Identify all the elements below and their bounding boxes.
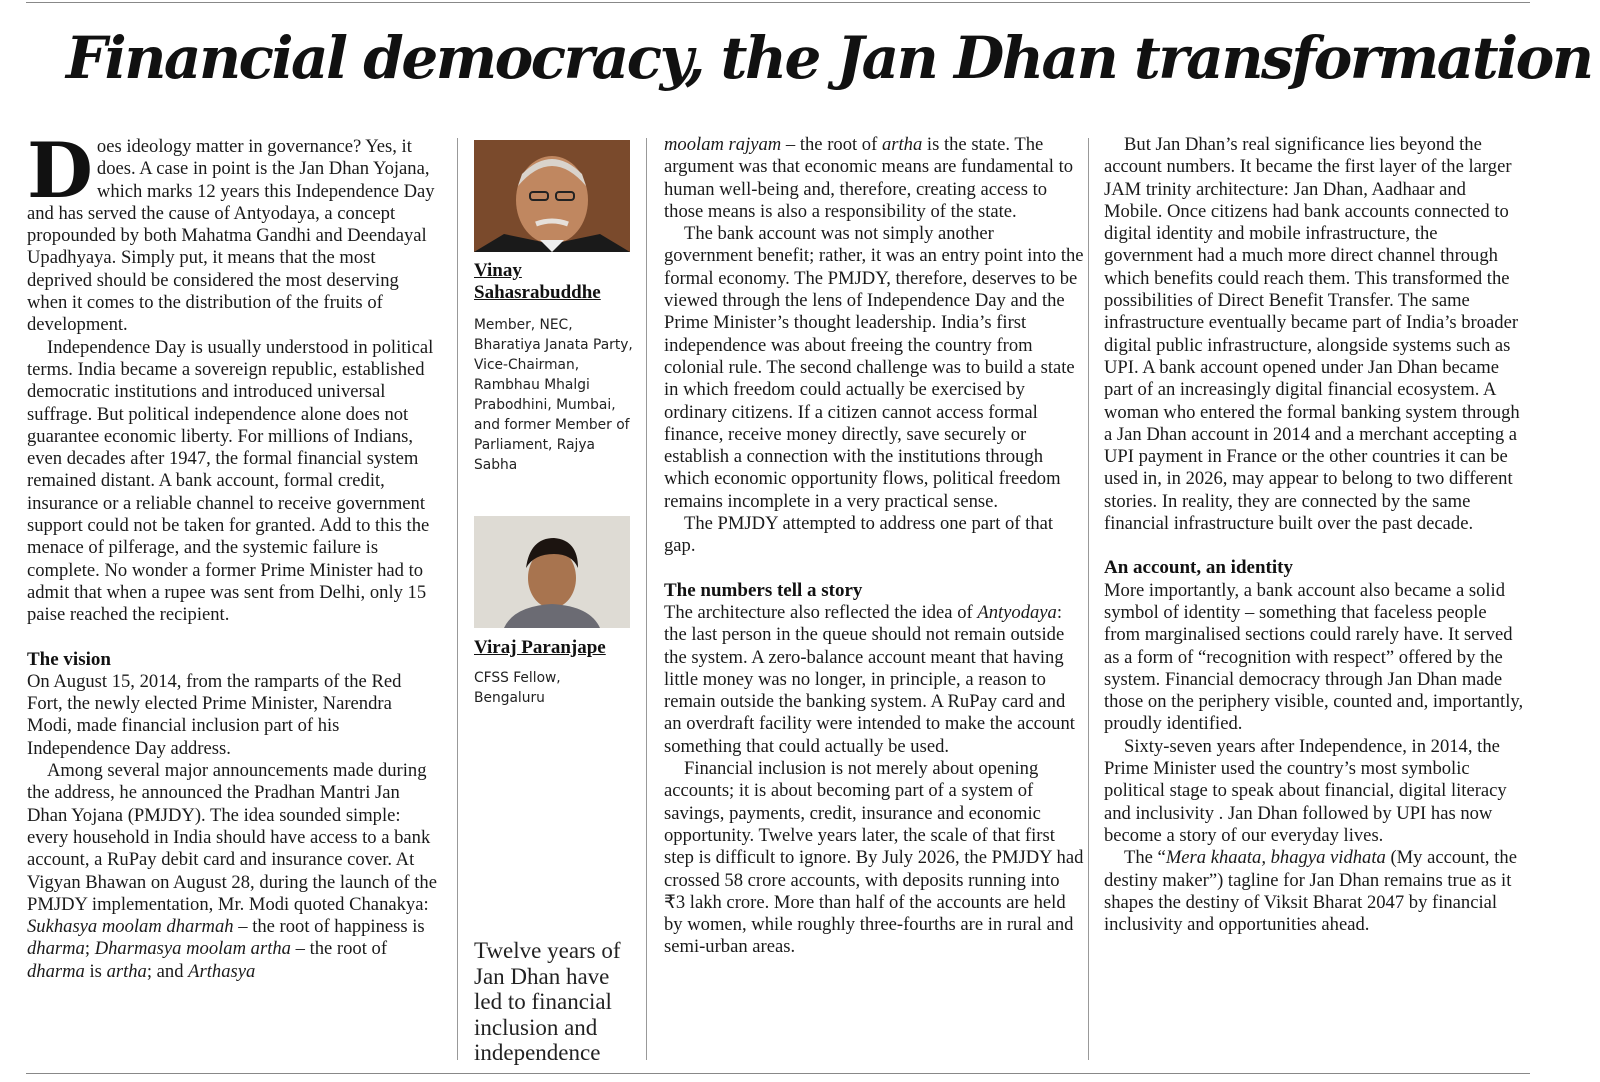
author-photo-viraj — [474, 516, 630, 628]
bottom-rule — [26, 1073, 1530, 1074]
column-divider — [1088, 138, 1089, 1060]
paragraph: Financial inclusion is not merely about opening accounts; it is about becoming part of a system of savings, payments, credit, insurance and economic opportunity. Twelve years later, the scale of that first step is difficult to ignore. By July 2026, the PMJDY had crossed 58 crore accounts, with deposits running into ₹3 lakh crore. More than half of the accounts are held by women, while roughly three-fourths are in rural and semi-urban areas. — [664, 758, 1084, 958]
paragraph: On August 15, 2014, from the ramparts of the Red Fort, the newly elected Prime Minister, Narendra Modi, made financial inclusion part of his Independence Day address. — [27, 670, 402, 759]
author-photo-vinay — [474, 140, 630, 252]
author-description: Member, NEC, Bharatiya Janata Party, Vice-Chairman, Rambhau Mhalgi Prabodhini, Mumbai, and former Member of Parliament, Rajya Sabha — [474, 317, 633, 473]
drop-cap: D — [27, 136, 93, 215]
author-description: CFSS Fellow, Bengaluru — [474, 670, 561, 706]
paragraph: The PMJDY attempted to address one part of that gap. — [664, 513, 1054, 557]
section-heading-numbers: The numbers tell a story — [664, 579, 863, 601]
paragraph: oes ideology matter in governance? Yes, it does. A case in point is the Jan Dhan Yojana, which marks 12 years this Independence Day and has served the cause of Antyodaya, a concept propounded by both Mahatma Gandhi and Deendayal Upadhyaya. Simply put, it means that the most deprived should be considered the most deserving when it comes to the distribution of the fruits of development. — [27, 136, 435, 336]
section-heading-identity: An account, an identity — [1104, 557, 1293, 579]
paragraph: The bank account was not simply another government benefit; rather, it was an entry point into the formal economy. The PMJDY, therefore, deserves to be viewed through the lens of Independence Day and the Prime Minister’s thought leadership. India’s first independence was about freeing the country from colonial rule. The second challenge was to build a state in which freedom could actually be exercised by ordinary citizens. If a citizen cannot access formal finance, receive money directly, save securely or establish a connection with the institutions through which economic opportunity flows, political freedom remains incomplete in a very practical sense. — [664, 223, 1084, 512]
column-divider — [457, 138, 458, 1060]
section-heading-vision: The vision — [27, 648, 111, 670]
author-name: Viraj Paranjape — [474, 637, 606, 658]
column-4 — [1104, 134, 1526, 1064]
paragraph: Among several major announcements made during the address, he announced the Pradhan Mantri Jan Dhan Yojana (PMJDY). The idea sounded simple: every household in India should have access to a bank account, a RuPay debit card and insurance cover. At Vigyan Bhawan on August 28, during the launch of the PMJDY implementation, Mr. Modi quoted Chanakya: Sukhasya moolam dharmah – the root of happiness is dharma; Dharmasya moolam artha – the root of dharma is artha; and Arthasya — [27, 760, 437, 982]
headline: Financial democracy, the Jan Dhan transformation — [66, 24, 1592, 92]
paragraph: Independence Day is usually understood in political terms. India became a sovereign republic, established democratic institutions and introduced universal suffrage. But political independence alone does not guarantee economic liberty. For millions of Indians, even decades after 1947, the formal financial system remained distant. A bank account, formal credit, insurance or a reliable channel to receive government support could not be taken for granted. Add to this the menace of pilferage, and the systemic failure is complete. No wonder a former Prime Minister had to admit that when a rupee was sent from Delhi, only 15 paise reached the recipient. — [27, 336, 434, 626]
author-name: Vinay Sahasrabuddhe — [474, 260, 601, 303]
column-1 — [27, 136, 441, 1066]
column-3 — [664, 134, 1084, 1064]
column-divider — [646, 138, 647, 1060]
top-rule — [26, 2, 1530, 3]
paragraph: The architecture also reflected the idea of Antyodaya: the last person in the queue should not remain outside the system. A zero-balance account meant that having little money was no longer, in principle, a reason to remain outside the banking system. A RuPay card and an overdraft facility were intended to make the account something that could actually be used. — [664, 601, 1075, 757]
paragraph: The “Mera khaata, bhagya vidhata (My account, the destiny maker”) tagline for Jan Dhan remains true as it shapes the destiny of Viksit Bharat 2047 by financial inclusivity and opportunities ahead. — [1104, 847, 1517, 936]
pull-quote: Twelve years of Jan Dhan have led to financial inclusion and independence — [474, 938, 621, 1065]
paragraph: moolam rajyam – the root of artha is the state. The argument was that economic means are fundamental to human well-being and, therefore, creating access to those means is also a responsibility of the state. — [664, 134, 1074, 222]
paragraph: But Jan Dhan’s real significance lies beyond the account numbers. It became the first layer of the larger JAM trinity architecture: Jan Dhan, Aadhaar and Mobile. Once citizens had bank accounts connected to digital identity and mobile infrastructure, the government had a much more direct channel through which benefits could reach them. This transformed the possibilities of Direct Benefit Transfer. The same infrastructure eventually became part of India’s broader digital public infrastructure, alongside systems such as UPI. A bank account opened under Jan Dhan became part of an increasingly digital financial ecosystem. A woman who entered the formal banking system through a Jan Dhan account in 2014 and a merchant accepting a UPI payment in France or the other countries it can be used in, in 2026, may appear to belong to two different stories. In reality, they are connected by the same financial infrastructure built over the past decade. — [1104, 134, 1520, 535]
paragraph: More importantly, a bank account also became a solid symbol of identity – something that faceless people from marginalised sections could rarely have. It served as a form of “recognition with respect” offered by the system. Financial democracy through Jan Dhan made those on the periphery visible, counted and, importantly, proudly identified. — [1104, 579, 1524, 735]
paragraph: Sixty-seven years after Independence, in 2014, the Prime Minister used the country’s most symbolic political stage to speak about financial, digital literacy and inclusivity . Jan Dhan followed by UPI has now become a story of our everyday lives. — [1104, 735, 1507, 846]
